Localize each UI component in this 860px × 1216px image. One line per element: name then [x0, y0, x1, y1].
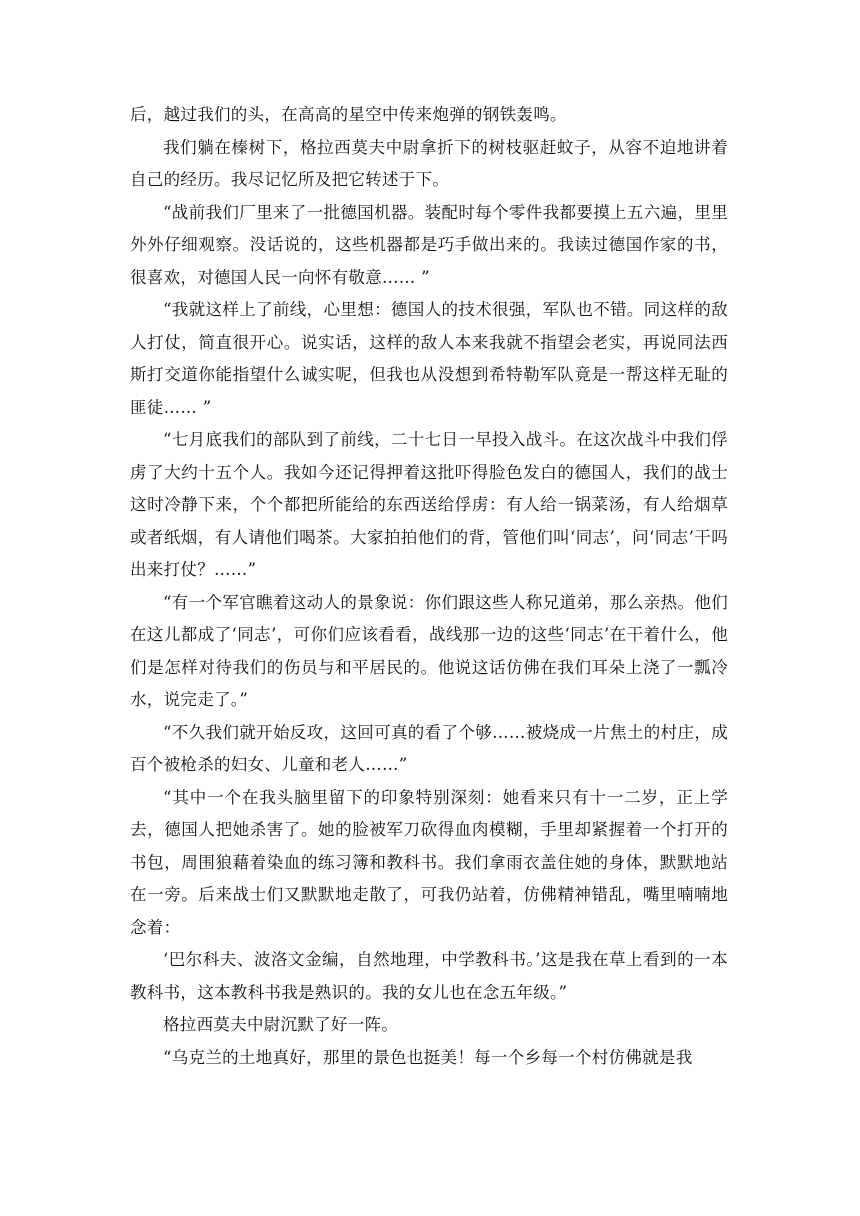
paragraph-2: 我们躺在榛树下，格拉西莫夫中尉拿折下的树枝驱赶蚊子，从容不迫地讲着自己的经历。我尽记忆所及把它转述于下。 — [130, 137, 728, 189]
paragraph-7: “不久我们就开始反攻，这回可真的看了个够……被烧成一片焦土的村庄，成百个被枪杀的妇女、儿童和老人……” — [130, 722, 728, 774]
paragraph-8: “其中一个在我头脑里留下的印象特别深刻：她看来只有十一二岁，正上学去，德国人把她杀害了。她的脸被军刀砍得血肉模糊，手里却紧握着一个打开的书包，周围狼藉着染血的练习簿和教科书。我们拿雨衣盖住她的身体，默默地站在一旁。后来战士们又默默地走散了，可我仍站着，仿佛精神错乱，嘴里喃喃地念着： — [130, 787, 728, 937]
paragraph-1: 后，越过我们的头，在高高的星空中传来炮弹的钢铁轰鸣。 — [130, 105, 567, 124]
paragraph-10: 格拉西莫夫中尉沉默了好一阵。 — [163, 1015, 399, 1034]
paragraph-5: “七月底我们的部队到了前线，二十七日一早投入战斗。在这次战斗中我们俘虏了大约十五个人。我如今还记得押着这批吓得脸色发白的德国人，我们的战士这时冷静下来，个个都把所能给的东西送给俘虏：有人给一锅菜汤，有人给烟草或者纸烟，有人请他们喝茶。大家拍拍他们的背，管他们叫‘同志’，问‘同志’干吗出来打仗？……” — [130, 430, 728, 579]
paragraph-11: “乌克兰的土地真好，那里的景色也挺美！每一个乡每一个村仿佛就是我 — [163, 1047, 693, 1067]
paragraph-6: “有一个军官瞧着这动人的景象说：你们跟这些人称兄道弟，那么亲热。他们在这儿都成了‘同志’，可你们应该看看，战线那一边的这些‘同志’在干着什么，他们是怎样对待我们的伤员与和平居民的。他说这话仿佛在我们耳朵上浇了一瓢冷水，说完走了。” — [130, 592, 728, 709]
paragraph-3: “战前我们厂里来了一批德国机器。装配时每个零件我都要摸上五六遍，里里外外仔细观察。没话说的，这些机器都是巧手做出来的。我读过德国作家的书，很喜欢，对德国人民一向怀有敬意…… ” — [130, 202, 728, 287]
body-text — [130, 99, 728, 1074]
paragraph-9: ‘巴尔科夫、波洛文金编，自然地理，中学教科书。’这是我在草上看到的一本教科书，这本教科书我是熟识的。我的女儿也在念五年级。” — [130, 950, 728, 1002]
paragraph-4: “我就这样上了前线，心里想：德国人的技术很强，军队也不错。同这样的敌人打仗，简直很开心。说实话，这样的敌人本来我就不指望会老实，再说同法西斯打交道你能指望什么诚实呢，但我也从没想到希特勒军队竟是一帮这样无耻的匪徒…… ” — [130, 300, 728, 417]
